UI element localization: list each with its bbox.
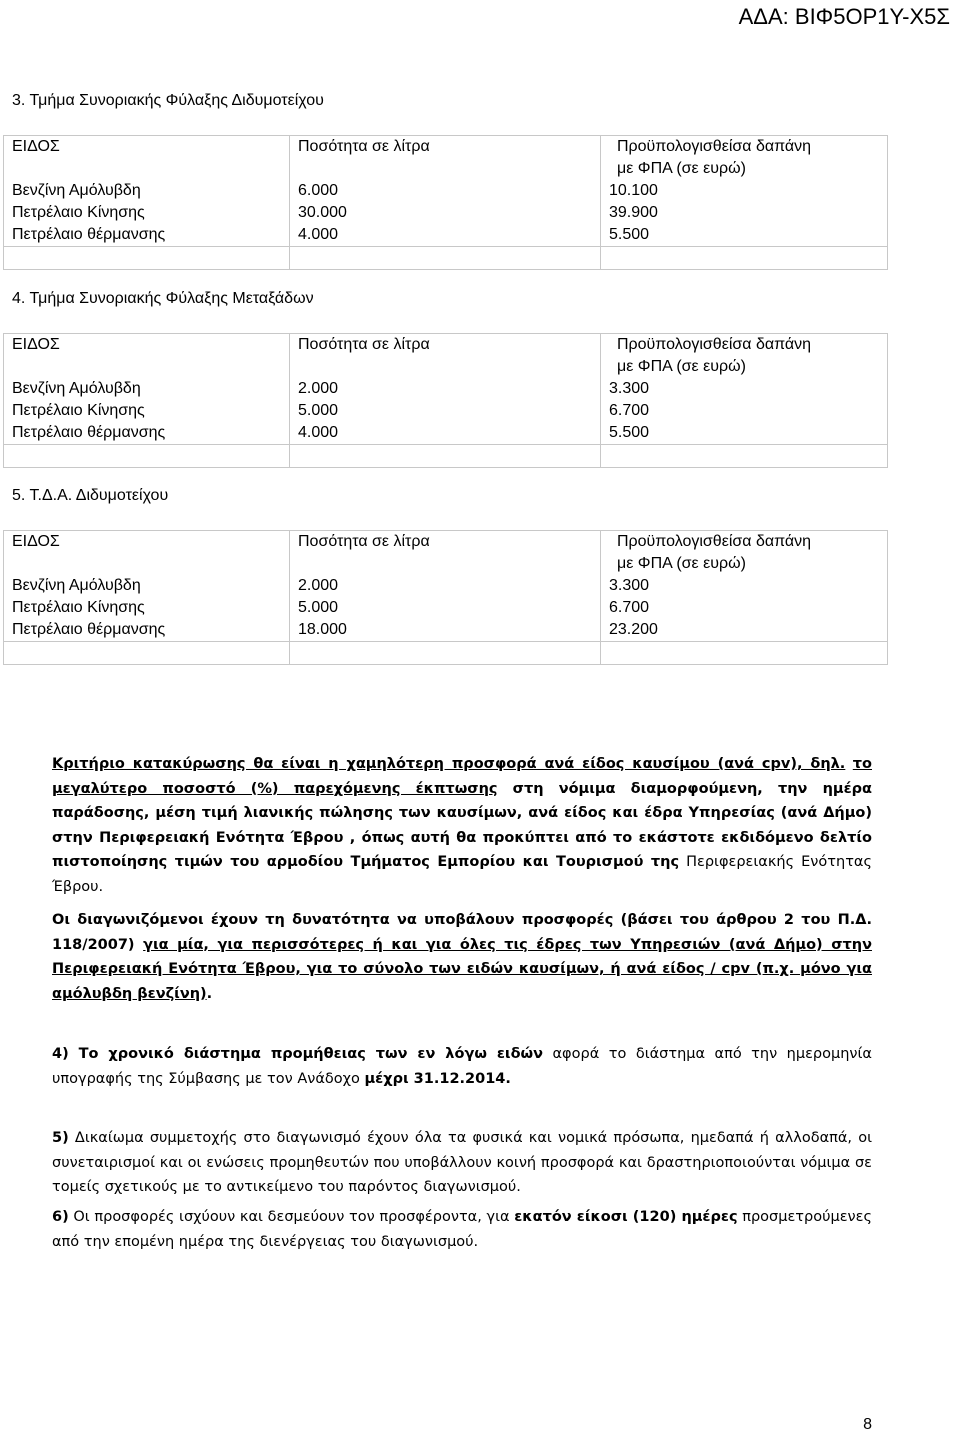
section-heading: 5. Τ.Δ.Α. Διδυμοτείχου [12, 487, 169, 504]
col-header-cost: Προϋπολογισθείσα δαπάνη με ΦΠΑ (σε ευρώ) [601, 334, 888, 379]
section-5-paragraph: 5) Δικαίωμα συμμετοχής στο διαγωνισμό έχουν όλα τα φυσικά και νομικά πρόσωπα, ημεδαπά ή αλλοδαπά, οι συνεταιρισμοί και οι ενώσεις προμηθευτών που υποβάλλουν κοινή προσφορά και δραστηριοποιούνται νόμιμα σε τομείς σχετικούς με το αντικείμενο του παρόντος διαγωνισμού. [52, 1130, 872, 1195]
cell-item: Πετρέλαιο θέρμανσης [4, 422, 290, 445]
fuel-table [3, 333, 888, 468]
section-6-paragraph: 6) Οι προσφορές ισχύουν και δεσμεύουν τον προσφέροντα, για εκατόν είκοσι (120) ημέρες προσμετρούμενες από την επομένη ημέρα της διενέργειας του διαγωνισμού. [52, 1209, 872, 1250]
cell-qty: 18.000 [290, 619, 601, 642]
cell-cost: 39.900 [601, 202, 888, 224]
cell-qty: 2.000 [290, 378, 601, 400]
cell-cost: 5.500 [601, 422, 888, 445]
cell-qty: 6.000 [290, 180, 601, 202]
col-header-qty: Ποσότητα σε λίτρα [290, 136, 601, 181]
section-heading: 3. Τμήμα Συνοριακής Φύλαξης Διδυμοτείχου [12, 92, 324, 109]
cell-cost: 10.100 [601, 180, 888, 202]
cell-cost: 3.300 [601, 378, 888, 400]
cell-item: Βενζίνη Αμόλυβδη [4, 575, 290, 597]
col-header-cost: Προϋπολογισθείσα δαπάνη με ΦΠΑ (σε ευρώ) [601, 531, 888, 576]
cell-item: Πετρέλαιο θέρμανσης [4, 619, 290, 642]
col-header-item: ΕΙΔΟΣ [4, 136, 290, 181]
cell-qty: 2.000 [290, 575, 601, 597]
section-heading: 4. Τμήμα Συνοριακής Φύλαξης Μεταξάδων [12, 290, 314, 307]
fuel-table [3, 135, 888, 270]
cell-qty: 4.000 [290, 422, 601, 445]
cell-cost: 6.700 [601, 597, 888, 619]
bidders-paragraph: Οι διαγωνιζόμενοι έχουν τη δυνατότητα να υποβάλουν προσφορές (βάσει του άρθρου 2 του Π.Δ. 118/2007) για μία, για περισσότερες ή και για όλες τις έδρες των Υπηρεσιών (ανά Δήμο) στην Περιφερειακή Ενότητα Έβρου, για το σύνολο των ειδών καυσίμων, ή ανά είδος / cpv (π.χ. μόνο για αμόλυβδη βενζίνη). [52, 912, 872, 1002]
section-4-paragraph: 4) Το χρονικό διάστημα προμήθειας των εν λόγω ειδών αφορά το διάστημα από την ημερομηνία υπογραφής της Σύμβασης με τον Ανάδοχο μέχρι 31.12.2014. [52, 1046, 872, 1087]
fuel-table [3, 530, 888, 665]
col-header-item: ΕΙΔΟΣ [4, 334, 290, 379]
criterion-paragraph: Κριτήριο κατακύρωσης θα είναι η χαμηλότερη προσφορά ανά είδος καυσίμου (ανά cpv), δηλ. το μεγαλύτερο ποσοστό (%) παρεχόμενης έκπτωσης στη νόμιμα διαμορφούμενη, την ημέρα παράδοσης, μέση τιμή λιανικής πώλησης των καυσίμων, ανά είδος και έδρα Υπηρεσίας (ανά Δήμο) στην Περιφερειακή Ενότητα Έβρου , όπως αυτή θα προκύπτει από το εκάστοτε εκδιδόμενο δελτίο πιστοποίησης τιμών του αρμοδίου Τμήματος Εμπορίου και Τουρισμού της Περιφερειακής Ενότητας Έβρου. [52, 756, 872, 895]
page-number: 8 [863, 1416, 872, 1433]
cell-item: Πετρέλαιο θέρμανσης [4, 224, 290, 247]
cell-item: Πετρέλαιο Κίνησης [4, 597, 290, 619]
cell-item: Βενζίνη Αμόλυβδη [4, 180, 290, 202]
cell-qty: 30.000 [290, 202, 601, 224]
cell-cost: 5.500 [601, 224, 888, 247]
col-header-qty: Ποσότητα σε λίτρα [290, 334, 601, 379]
col-header-qty: Ποσότητα σε λίτρα [290, 531, 601, 576]
cell-qty: 5.000 [290, 400, 601, 422]
cell-item: Βενζίνη Αμόλυβδη [4, 378, 290, 400]
cell-item: Πετρέλαιο Κίνησης [4, 202, 290, 224]
cell-cost: 6.700 [601, 400, 888, 422]
cell-cost: 3.300 [601, 575, 888, 597]
cell-item: Πετρέλαιο Κίνησης [4, 400, 290, 422]
cell-qty: 5.000 [290, 597, 601, 619]
cell-qty: 4.000 [290, 224, 601, 247]
col-header-item: ΕΙΔΟΣ [4, 531, 290, 576]
col-header-cost: Προϋπολογισθείσα δαπάνη με ΦΠΑ (σε ευρώ) [601, 136, 888, 181]
cell-cost: 23.200 [601, 619, 888, 642]
ada-code: ΑΔΑ: ΒΙΦ5ΟΡ1Υ-Χ5Σ [738, 4, 950, 29]
